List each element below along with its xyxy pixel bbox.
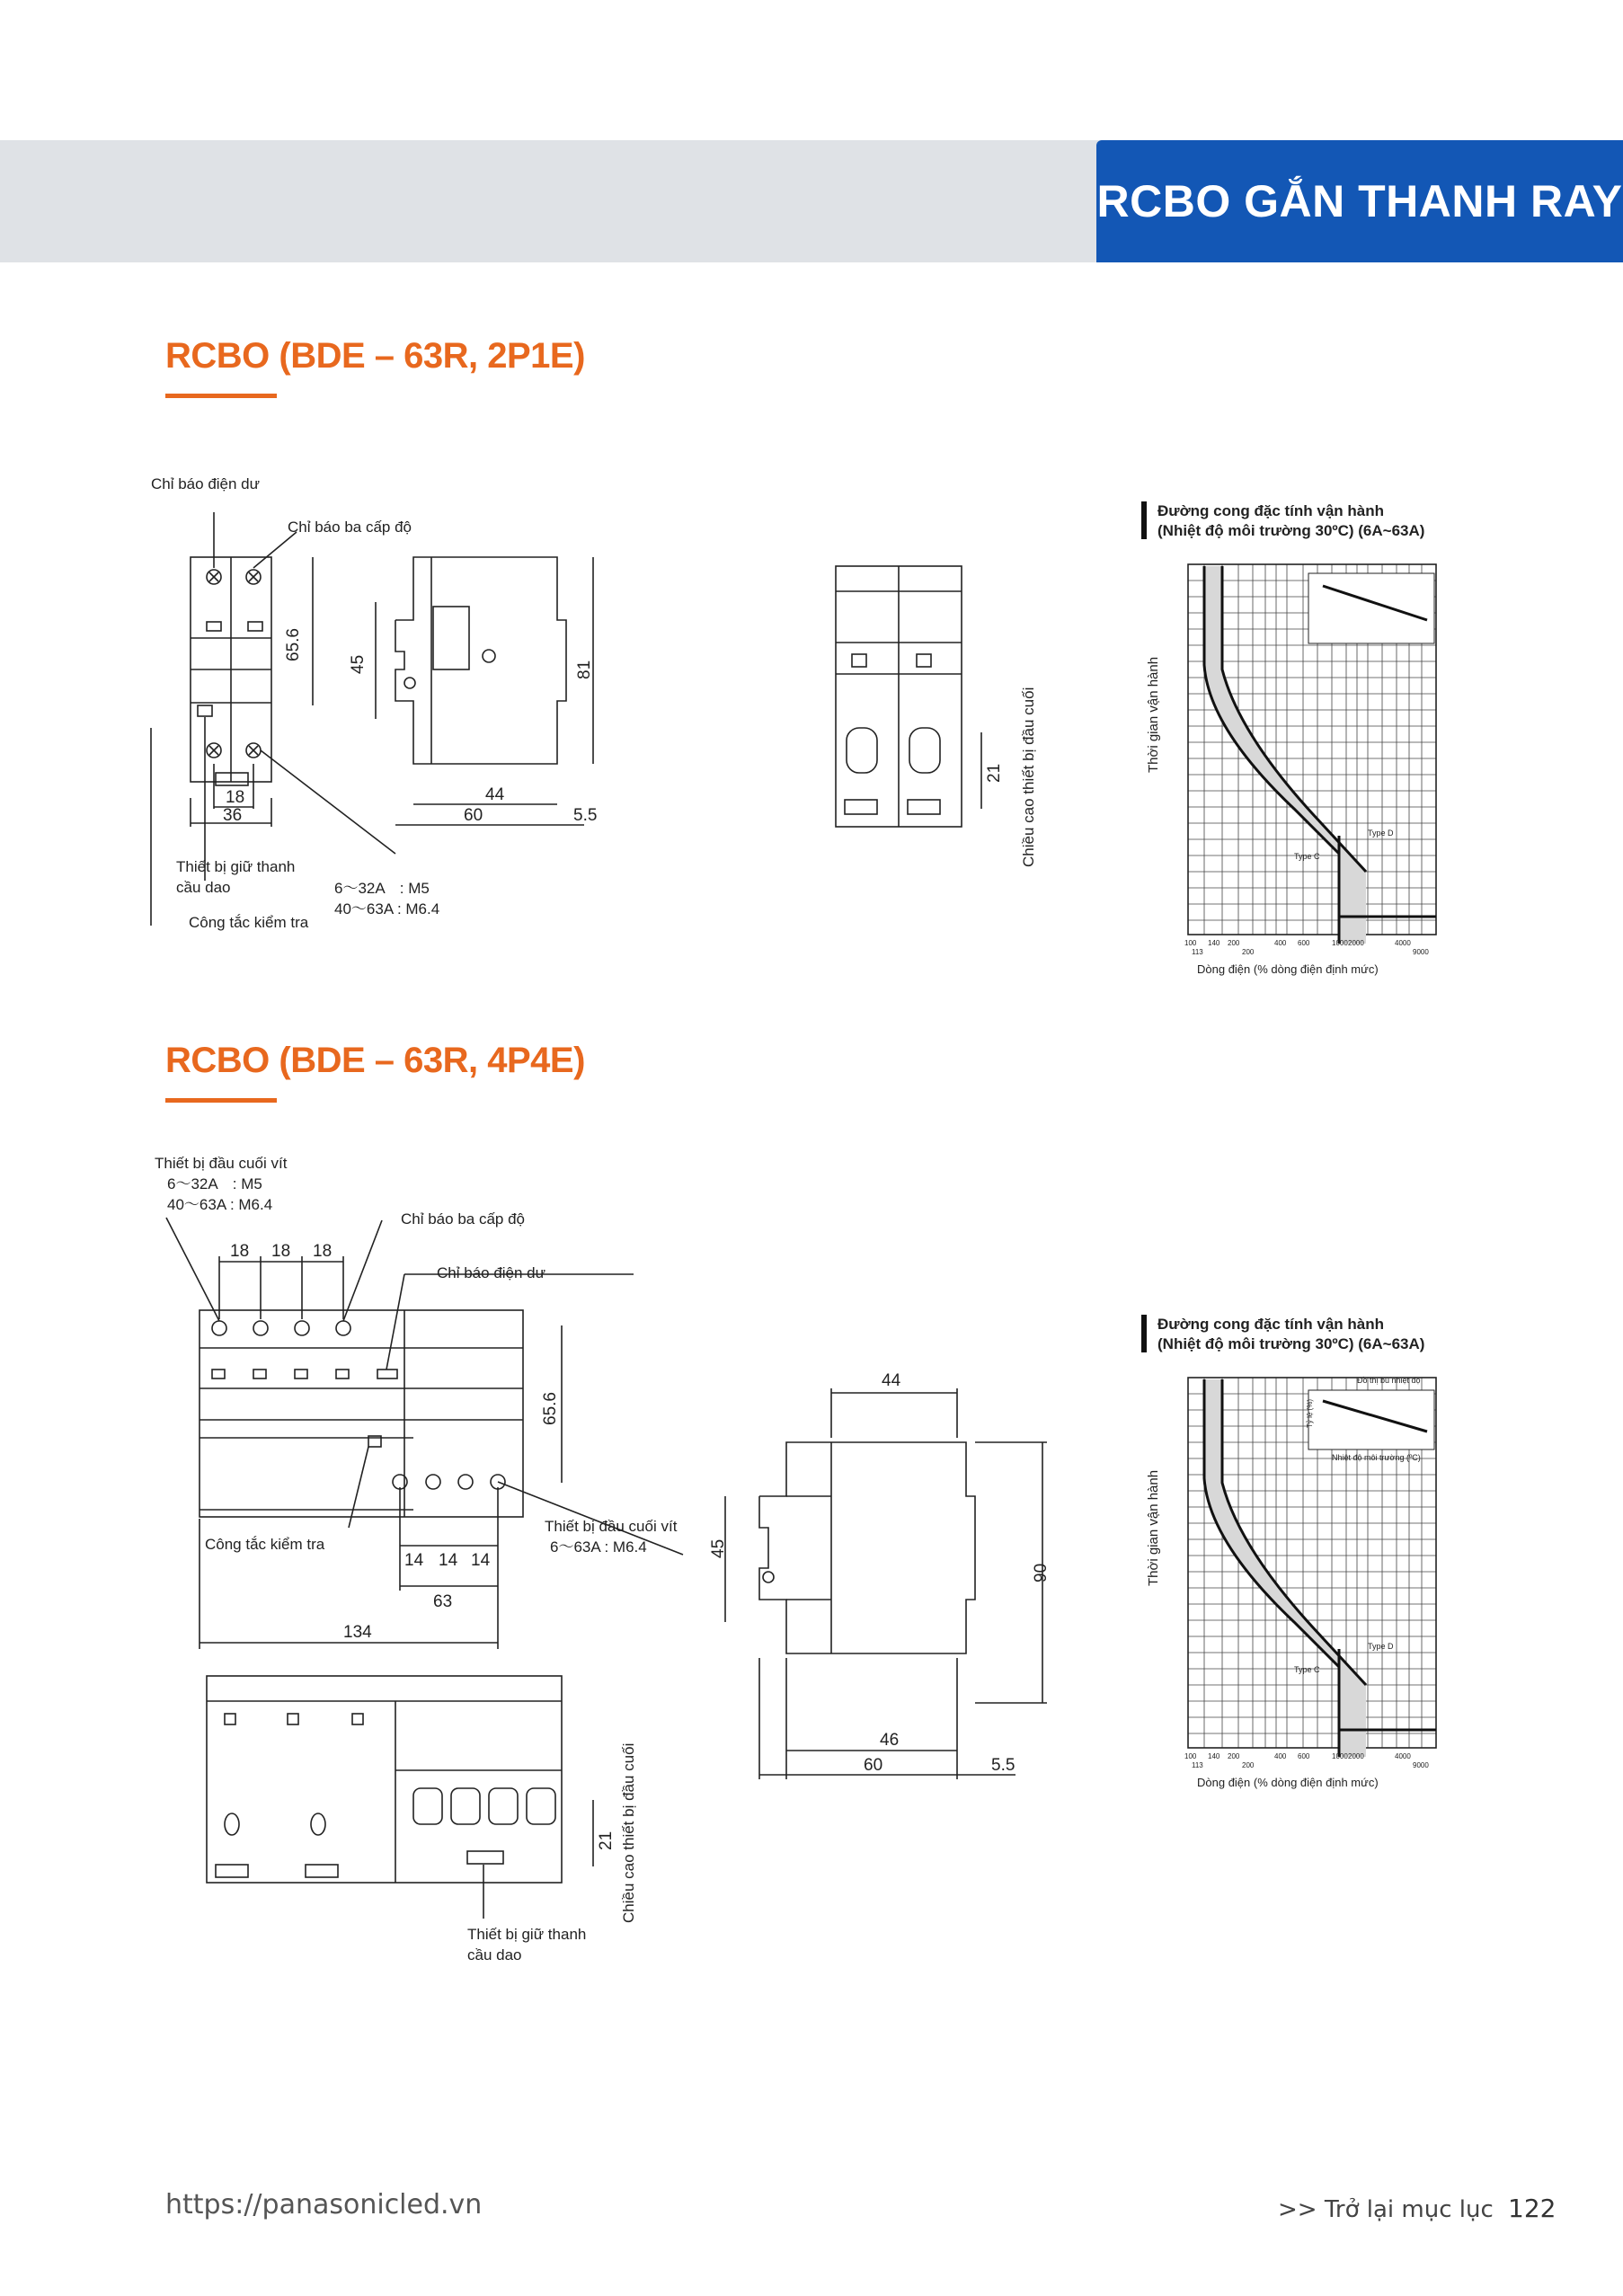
dim-44: 44 [485, 785, 505, 804]
dim-60: 60 [864, 1756, 883, 1775]
trip-curve-chart-4p4e [1132, 1308, 1447, 1797]
dim-5-5: 5.5 [573, 806, 598, 825]
dim-60: 60 [464, 806, 483, 825]
dim-5-5: 5.5 [991, 1756, 1015, 1775]
section-title-4p4e: RCBO (BDE – 63R, 4P4E) [165, 1041, 585, 1080]
section-underline [165, 1098, 277, 1103]
svg-text:113: 113 [1192, 948, 1203, 956]
svg-text:4000: 4000 [1395, 939, 1411, 947]
svg-text:4000: 4000 [1395, 1752, 1411, 1760]
label-level-indicator: Chỉ báo ba cấp độ [288, 519, 412, 536]
chart-inset-title: Đồ thị bù nhiệt độ [1357, 1376, 1421, 1385]
svg-text:1000: 1000 [1332, 1752, 1348, 1760]
label-screw-m64: 40～63A : M6.4 [334, 900, 440, 918]
label-terminal-screw-2-spec: 6～63A : M6.4 [550, 1538, 647, 1556]
chart-type-d: Type D [1368, 829, 1394, 838]
chart-title-1: Đường cong đặc tính vận hành [1157, 502, 1385, 519]
svg-text:200: 200 [1242, 1761, 1255, 1769]
svg-text:2000: 2000 [1348, 1752, 1364, 1760]
dim-46: 46 [880, 1731, 900, 1750]
back-to-contents-link[interactable]: >> Trở lại mục lục [1278, 2196, 1494, 2223]
svg-text:2000: 2000 [1348, 939, 1364, 947]
svg-text:400: 400 [1274, 1752, 1287, 1760]
svg-text:140: 140 [1208, 939, 1220, 947]
dim-14-b: 14 [439, 1551, 458, 1570]
chart-xlabel: Dòng điện (% dòng điện định mức) [1197, 962, 1379, 976]
page-number: 122 [1508, 2194, 1556, 2223]
chart-title-1: Đường cong đặc tính vận hành [1157, 1316, 1385, 1333]
dim-36: 36 [223, 806, 243, 825]
dim-90: 90 [1032, 1563, 1051, 1582]
svg-text:140: 140 [1208, 1752, 1220, 1760]
chart-xticks [1184, 939, 1429, 956]
chart-ylabel: Thời gian vận hành [1146, 656, 1161, 773]
label-screw-m5: 6～32A : M5 [167, 1175, 262, 1192]
chart-inset-ylabel: Tỷ lệ (%) [1306, 1399, 1314, 1428]
dim-45: 45 [349, 654, 368, 674]
svg-text:9000: 9000 [1413, 1761, 1429, 1769]
chart-type-c: Type C [1294, 1665, 1320, 1674]
rcbo-4p4e-side-drawing [705, 1348, 1065, 1797]
svg-text:600: 600 [1298, 939, 1310, 947]
chart-title-2: (Nhiệt độ môi trường 30ºC) (6A~63A) [1157, 522, 1425, 539]
svg-text:113: 113 [1192, 1761, 1203, 1769]
dim-65-6: 65.6 [541, 1392, 560, 1425]
label-residual-indicator: Chỉ báo điện dư [151, 475, 261, 492]
svg-text:200: 200 [1242, 948, 1255, 956]
label-rail-holder-2: cầu dao [467, 1946, 522, 1964]
chart-ylabel: Thời gian vận hành [1146, 1469, 1161, 1586]
page-header-title: RCBO GẮN THANH RAY [1096, 140, 1623, 262]
dim-44: 44 [882, 1371, 901, 1390]
section-underline [165, 394, 277, 398]
chart-xticks [1184, 1752, 1429, 1769]
label-terminal-screw-2: Thiết bị đầu cuối vít [545, 1518, 678, 1535]
dim-21: 21 [985, 763, 1004, 783]
rcbo-4p4e-bottom-drawing [198, 1667, 665, 1977]
dim-18-c: 18 [313, 1242, 333, 1261]
svg-text:1000: 1000 [1332, 939, 1348, 947]
label-screw-m5: 6～32A : M5 [334, 880, 430, 897]
chart-xlabel: Dòng điện (% dòng điện định mức) [1197, 1776, 1379, 1789]
dim-81: 81 [575, 660, 594, 679]
svg-text:600: 600 [1298, 1752, 1310, 1760]
chart-inset-xlabel: Nhiệt độ môi trường (ºC) [1332, 1453, 1421, 1462]
dim-14-c: 14 [471, 1551, 491, 1570]
label-terminal-height: Chiều cao thiết bị đầu cuối [620, 1742, 637, 1923]
dim-18: 18 [226, 788, 245, 807]
dim-14-a: 14 [404, 1551, 424, 1570]
label-screw-terminal: Thiết bị đầu cuối vít [155, 1155, 288, 1172]
label-terminal-height: Chiều cao thiết bị đầu cuối [1020, 687, 1037, 867]
dim-63: 63 [433, 1592, 453, 1611]
rcbo-2p1e-front-side-drawing [135, 467, 638, 953]
svg-text:200: 200 [1228, 939, 1240, 947]
dim-45: 45 [709, 1538, 728, 1558]
dim-18-b: 18 [271, 1242, 291, 1261]
svg-text:9000: 9000 [1413, 948, 1429, 956]
rcbo-4p4e-front-drawing [144, 1150, 701, 1653]
svg-text:200: 200 [1228, 1752, 1240, 1760]
label-screw-m64: 40～63A : M6.4 [167, 1196, 273, 1213]
chart-title-2: (Nhiệt độ môi trường 30ºC) (6A~63A) [1157, 1335, 1425, 1352]
svg-text:100: 100 [1184, 939, 1197, 947]
chart-type-c: Type C [1294, 852, 1320, 861]
trip-curve-chart-2p1e [1132, 494, 1447, 984]
svg-text:100: 100 [1184, 1752, 1197, 1760]
chart-type-d: Type D [1368, 1642, 1394, 1651]
dim-21: 21 [597, 1831, 616, 1850]
label-level-indicator: Chỉ báo ba cấp độ [401, 1210, 525, 1228]
dim-65-6: 65.6 [284, 628, 303, 661]
label-rail-holder-1: Thiết bị giữ thanh [467, 1926, 587, 1943]
dim-134: 134 [343, 1623, 372, 1642]
label-test-switch: Công tắc kiểm tra [205, 1536, 325, 1553]
footer-url-link[interactable]: https://panasonicled.vn [165, 2189, 483, 2221]
label-rail-holder-2: cầu dao [176, 879, 231, 896]
label-test-switch: Công tắc kiểm tra [189, 914, 309, 931]
label-residual-indicator: Chỉ báo điện dư [437, 1264, 546, 1281]
dim-18-a: 18 [230, 1242, 250, 1261]
svg-text:400: 400 [1274, 939, 1287, 947]
rcbo-2p1e-bottom-drawing [818, 548, 1060, 872]
label-rail-holder-1: Thiết bị giữ thanh [176, 858, 296, 875]
section-title-2p1e: RCBO (BDE – 63R, 2P1E) [165, 336, 585, 376]
